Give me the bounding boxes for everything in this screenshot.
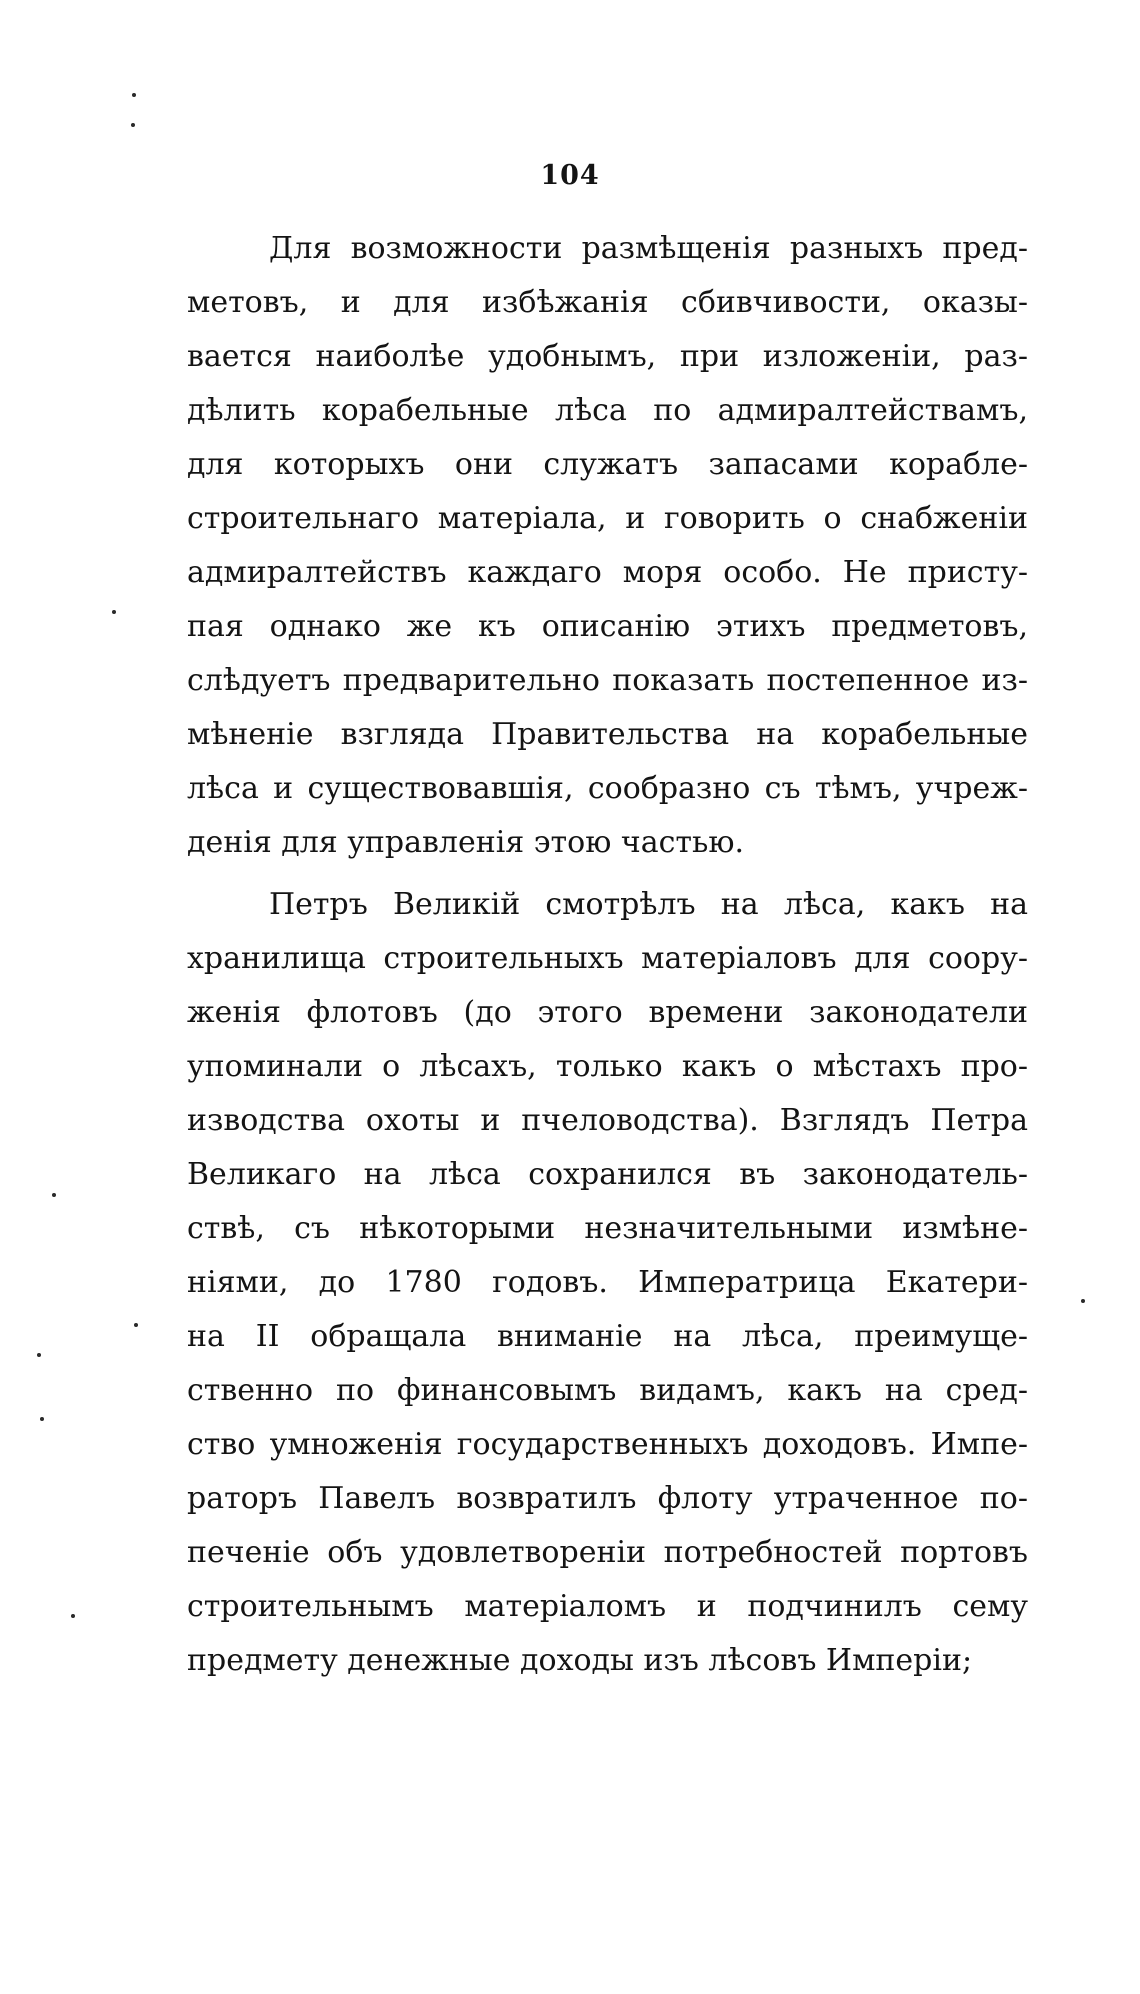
scan-speck [134, 1323, 138, 1327]
text-line: упоминали о лѣсахъ, только какъ о мѣстахъ про- [187, 1049, 1028, 1084]
text-line: строительнымъ матеріаломъ и подчинилъ сему [187, 1589, 1028, 1624]
text-line: Для возможности размѣщенія разныхъ пред- [269, 231, 1028, 266]
text-line: мѣненіе взгляда Правительства на корабельные [187, 717, 1028, 752]
text-line: для которыхъ они служатъ запасами корабле- [187, 447, 1028, 482]
text-line: на II обращала вниманіе на лѣса, преимуще- [187, 1319, 1028, 1354]
scan-speck [52, 1193, 56, 1197]
text-line: изводства охоты и пчеловодства). Взглядъ Петра [187, 1103, 1028, 1138]
text-line: денія для управленія этою частью. [187, 825, 744, 860]
text-line: лѣса и существовавшія, сообразно съ тѣмъ, учреж- [187, 771, 1028, 806]
scan-speck [71, 1614, 75, 1618]
paragraph-2 [187, 878, 1028, 1688]
text-line: предмету денежные доходы изъ лѣсовъ Имперіи; [187, 1643, 973, 1678]
text-line: Петръ Великій смотрѣлъ на лѣса, какъ на [269, 887, 1028, 922]
page-number: 104 [540, 160, 600, 191]
text-line: дѣлить корабельные лѣса по адмиралтействамъ, [187, 393, 1028, 428]
text-line: ствѣ, съ нѣкоторыми незначительными измѣне- [187, 1211, 1028, 1246]
text-line: ство умноженія государственныхъ доходовъ. Импе- [187, 1427, 1028, 1462]
paragraph-gap [187, 870, 1028, 878]
scan-speck [132, 93, 136, 97]
text-line: женія флотовъ (до этого времени законодатели [187, 995, 1028, 1030]
text-line: строительнаго матеріала, и говорить о снабженіи [187, 501, 1028, 536]
text-line: метовъ, и для избѣжанія сбивчивости, оказы- [187, 285, 1028, 320]
text-line: хранилища строительныхъ матеріаловъ для соору- [187, 941, 1028, 976]
text-line: Великаго на лѣса сохранился въ законодатель- [187, 1157, 1028, 1192]
scan-speck [112, 610, 116, 614]
scan-speck [1081, 1299, 1085, 1303]
paragraph-1 [187, 222, 1028, 870]
text-line: вается наиболѣе удобнымъ, при изложеніи, раз- [187, 339, 1028, 374]
scan-speck [40, 1417, 44, 1421]
body-text [187, 222, 1028, 1688]
text-line: пая однако же къ описанію этихъ предметовъ, [187, 609, 1028, 644]
text-line: адмиралтействъ каждаго моря особо. Не присту- [187, 555, 1028, 590]
text-line: ніями, до 1780 годовъ. Императрица Екатери- [187, 1265, 1028, 1300]
text-line: печеніе объ удовлетвореніи потребностей портовъ [187, 1535, 1028, 1570]
text-line: слѣдуетъ предварительно показать постепенное из- [187, 663, 1028, 698]
text-line: раторъ Павелъ возвратилъ флоту утраченное по- [187, 1481, 1028, 1516]
text-line: ственно по финансовымъ видамъ, какъ на сред- [187, 1373, 1028, 1408]
scan-speck [131, 123, 135, 127]
scan-speck [37, 1353, 41, 1357]
